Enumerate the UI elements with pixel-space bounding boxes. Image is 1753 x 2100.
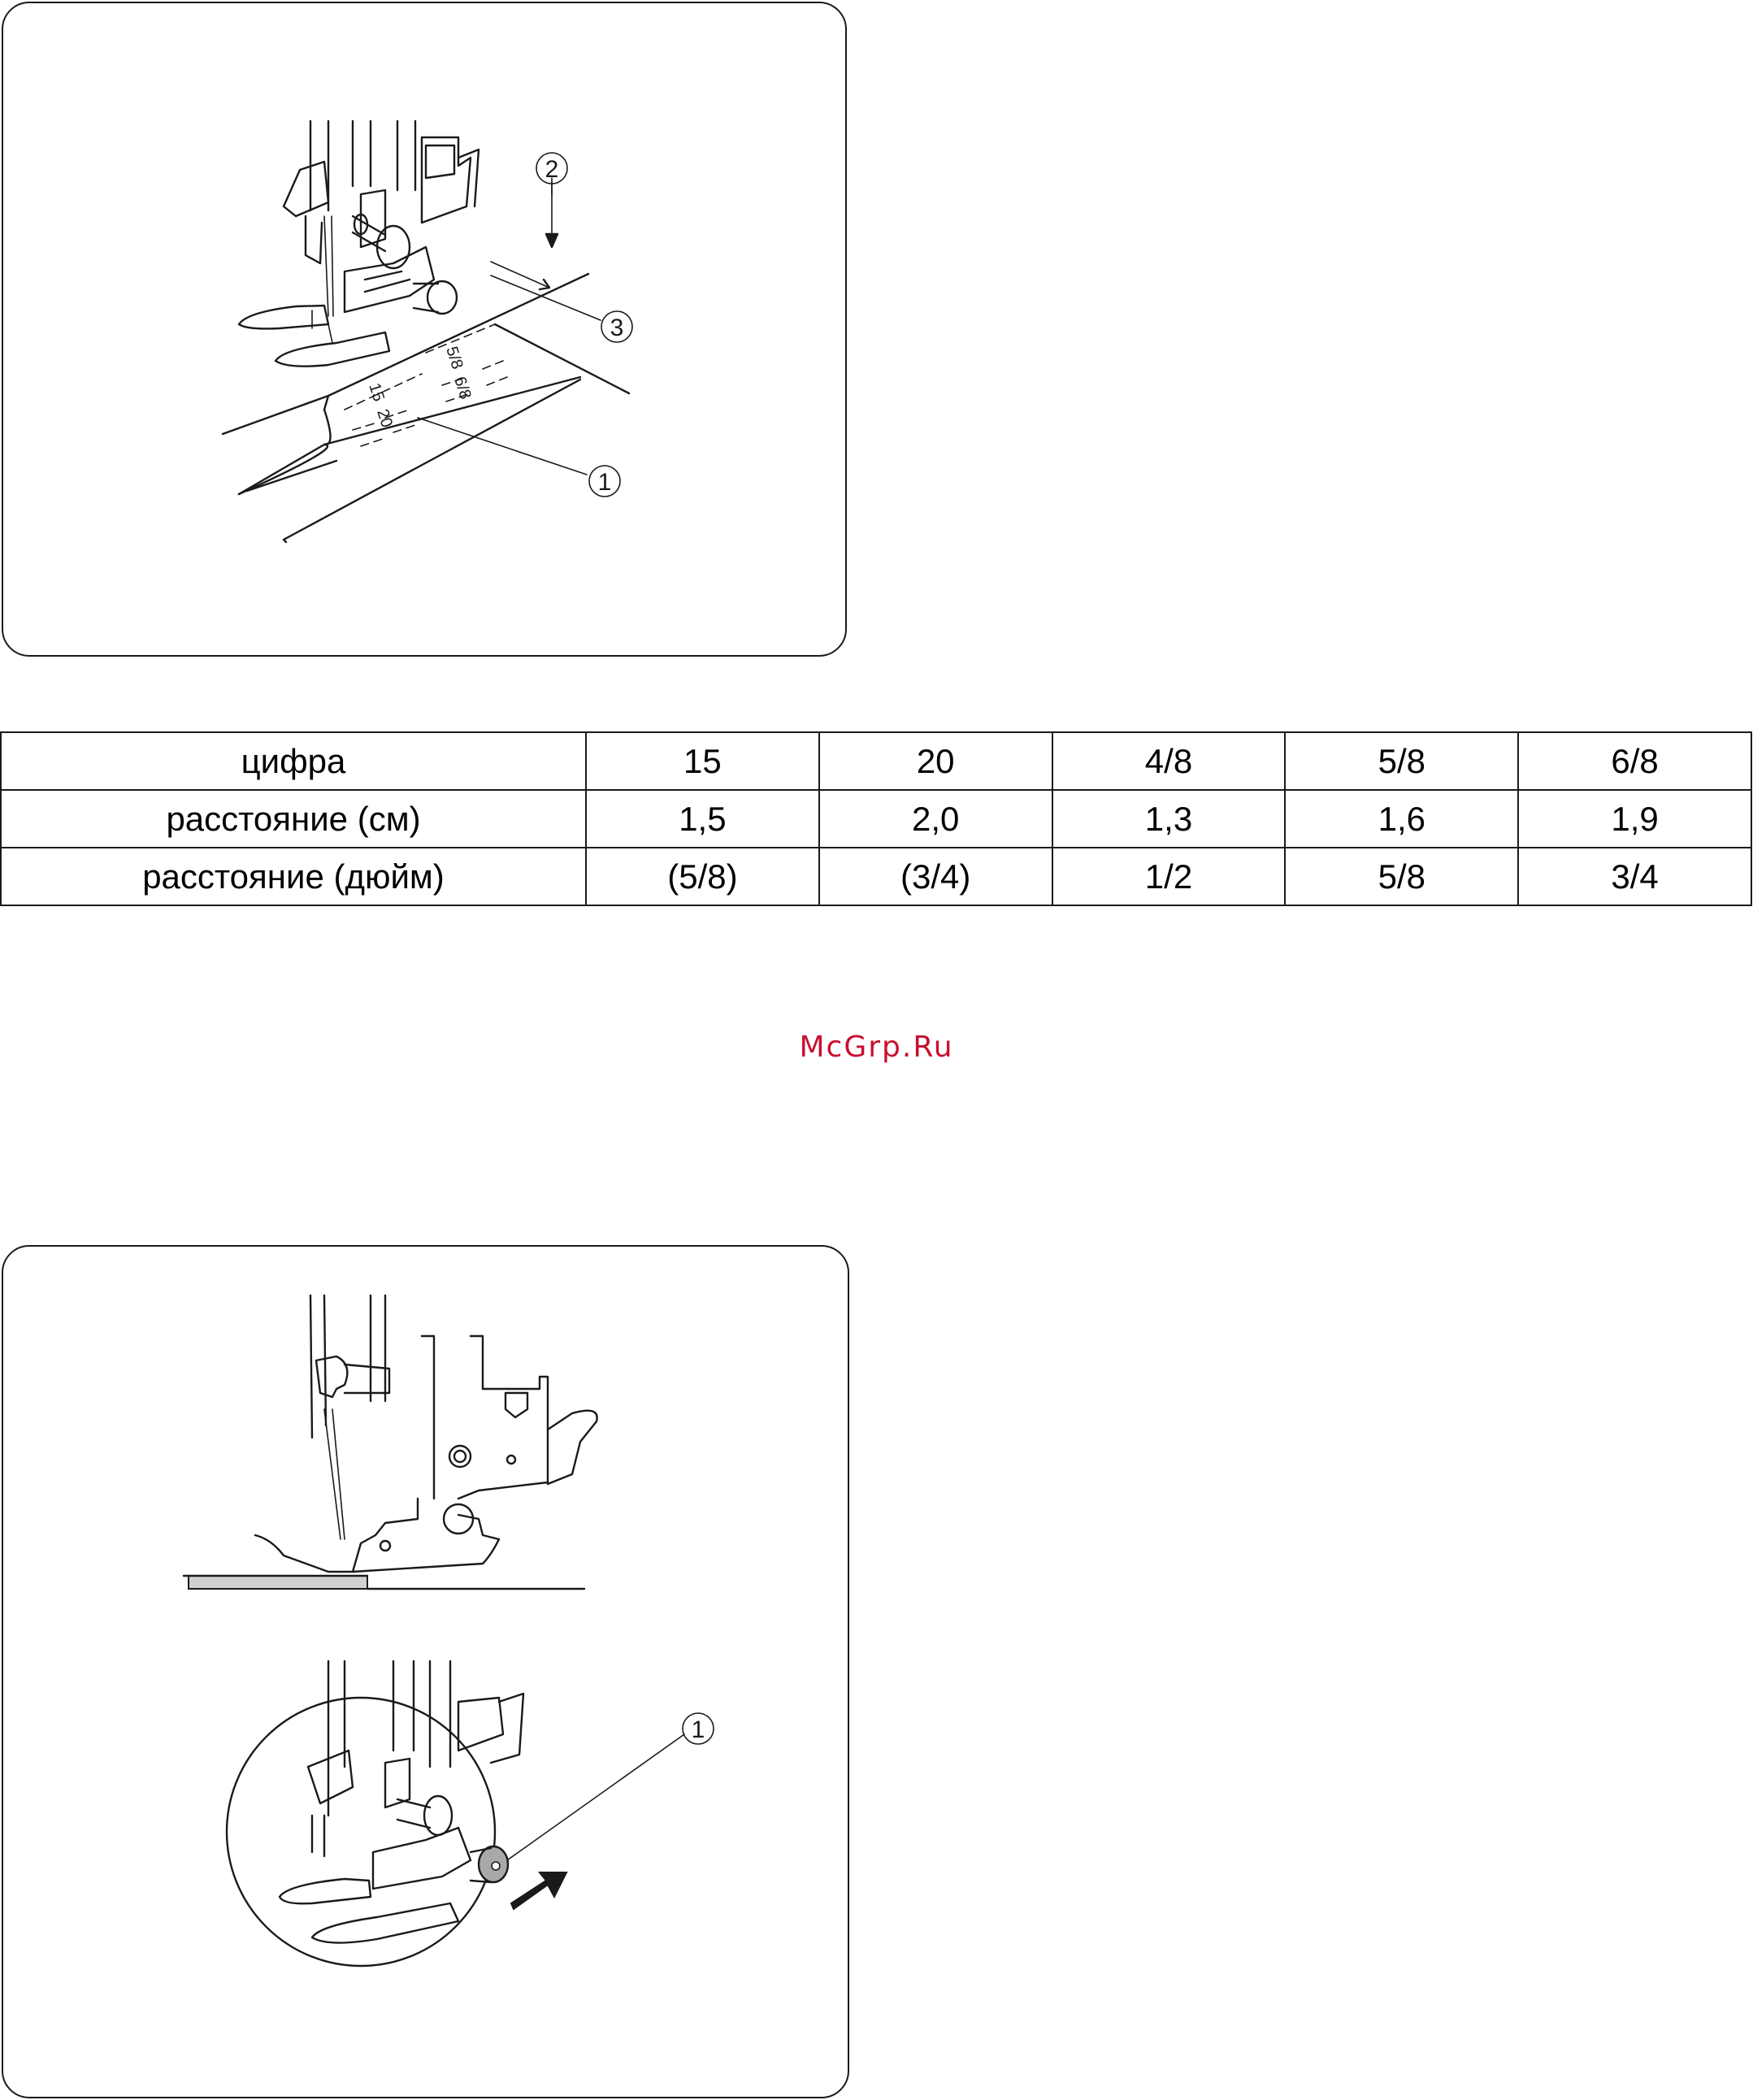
detail-magnifier-circle	[227, 1698, 495, 1966]
figure-panel-top	[2, 2, 847, 657]
row-label: расстояние (см)	[1, 790, 586, 848]
table-cell: 1/2	[1052, 848, 1286, 905]
table-row	[1, 790, 1751, 848]
table-cell: 1,9	[1518, 790, 1751, 848]
callout-3: 3	[610, 315, 624, 341]
callout-1-bottom: 1	[691, 1716, 705, 1743]
table-cell: 20	[819, 732, 1052, 790]
table-cell: 3/4	[1518, 848, 1751, 905]
row-label: цифра	[1, 732, 586, 790]
table-cell: (5/8)	[586, 848, 819, 905]
seam-allowance-table	[0, 731, 1752, 906]
table-cell: 6/8	[1518, 732, 1751, 790]
table-row	[1, 848, 1751, 905]
row-label: расстояние (дюйм)	[1, 848, 586, 905]
table-row	[1, 732, 1751, 790]
scale-label-20: 20	[373, 406, 397, 430]
callout-1: 1	[597, 469, 612, 496]
scale-label-15: 15	[365, 380, 388, 404]
callout-2: 2	[545, 156, 559, 183]
table-cell: 15	[586, 732, 819, 790]
table-cell: 2,0	[819, 790, 1052, 848]
scale-label-5-8: 5/8	[442, 344, 466, 371]
presser-foot-seam-guide-illustration	[3, 3, 848, 658]
table-cell: 5/8	[1285, 732, 1518, 790]
table-cell: 1,3	[1052, 790, 1286, 848]
table-cell: 1,6	[1285, 790, 1518, 848]
scale-label-6-8: 6/8	[450, 374, 475, 401]
table-cell: 1,5	[586, 790, 819, 848]
table-cell: 4/8	[1052, 732, 1286, 790]
push-arrow-icon	[511, 1872, 566, 1909]
table-cell: 5/8	[1285, 848, 1518, 905]
presser-foot-side-and-detail-illustration	[3, 1247, 851, 2100]
figure-panel-bottom	[2, 1245, 849, 2098]
watermark: McGrp.Ru	[799, 1030, 954, 1064]
table-cell: (3/4)	[819, 848, 1052, 905]
